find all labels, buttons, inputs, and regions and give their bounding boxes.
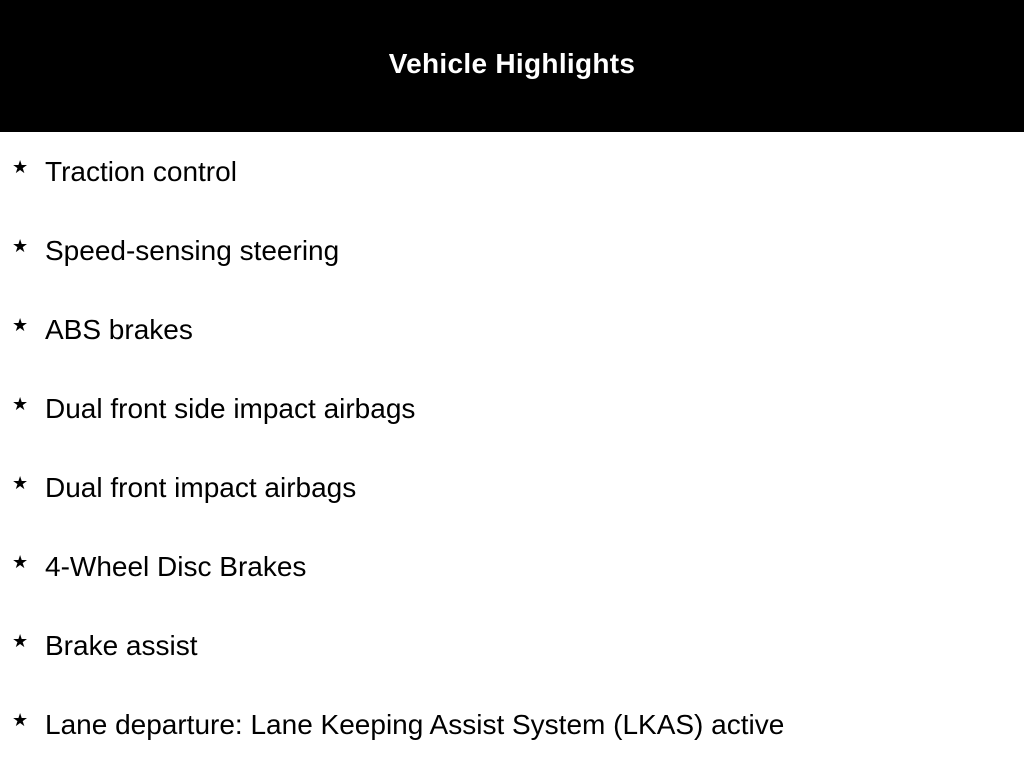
highlight-label: ABS brakes (45, 314, 193, 345)
highlight-label: Brake assist (45, 630, 198, 661)
star-icon: ★ (12, 315, 29, 336)
highlight-label: 4-Wheel Disc Brakes (45, 551, 307, 582)
header-bar (0, 0, 1024, 132)
list-item (0, 290, 1024, 369)
star-icon: ★ (12, 394, 29, 415)
list-item (0, 369, 1024, 448)
highlight-label: Dual front impact airbags (45, 472, 357, 503)
list-item (0, 448, 1024, 527)
highlight-label: Traction control (45, 156, 237, 187)
highlights-list (0, 132, 1024, 764)
list-item (0, 132, 1024, 211)
star-icon: ★ (12, 710, 29, 731)
list-item (0, 685, 1024, 764)
highlight-label: Dual front side impact airbags (45, 393, 416, 424)
page-title: Vehicle Highlights (388, 48, 636, 79)
highlight-label: Speed-sensing steering (45, 235, 340, 266)
star-icon: ★ (12, 631, 29, 652)
highlight-label: Lane departure: Lane Keeping Assist System (LKAS) active (45, 709, 785, 740)
list-item (0, 211, 1024, 290)
list-item (0, 527, 1024, 606)
star-icon: ★ (12, 236, 29, 257)
list-item (0, 606, 1024, 685)
star-icon: ★ (12, 157, 29, 178)
star-icon: ★ (12, 473, 29, 494)
star-icon: ★ (12, 552, 29, 573)
